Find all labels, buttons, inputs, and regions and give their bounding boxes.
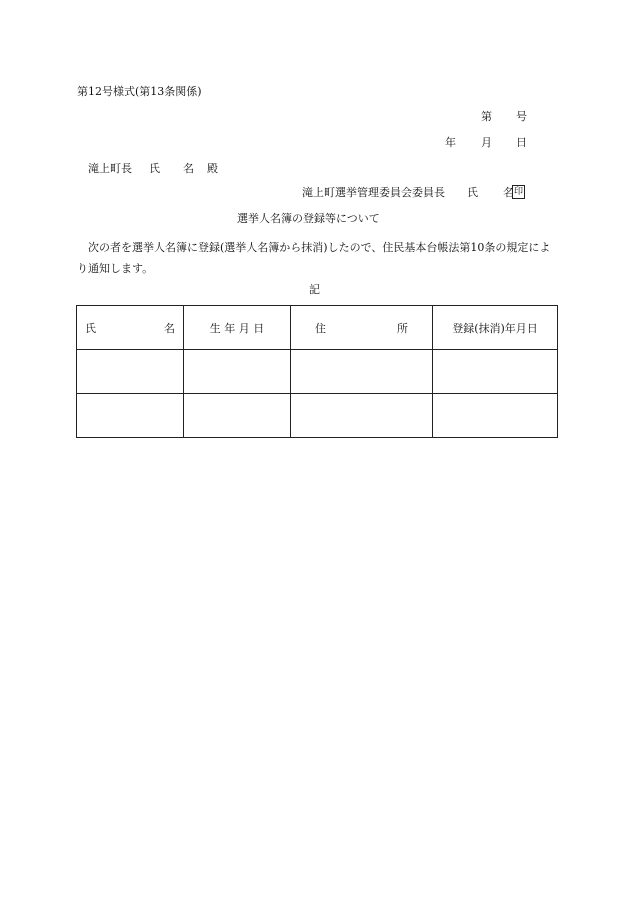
date-day: 日 <box>516 136 527 149</box>
subject-title: 選挙人名簿の登録等について <box>237 212 380 225</box>
table-cell <box>184 350 291 394</box>
header-name-shi: 氏 <box>85 321 96 335</box>
header-address <box>291 306 433 350</box>
table-row <box>77 350 558 394</box>
addressee-title: 滝上町長 <box>88 162 132 175</box>
number-prefix: 第 <box>481 110 492 123</box>
table-cell <box>184 394 291 438</box>
number-suffix: 号 <box>516 110 527 123</box>
header-reg-date: 登録(抹消)年月日 <box>433 306 558 350</box>
sender-org: 滝上町選挙管理委員会委員長 <box>302 186 445 199</box>
addressee-suffix: 殿 <box>207 162 218 175</box>
header-name-mei: 名 <box>164 321 175 335</box>
table-cell <box>291 394 433 438</box>
table-cell <box>77 394 184 438</box>
table-cell <box>433 394 558 438</box>
date-year: 年 <box>445 136 456 149</box>
table-cell <box>433 350 558 394</box>
addressee-mei: 名 <box>183 162 194 175</box>
sender-shi: 氏 <box>467 186 478 199</box>
form-title: 第12号様式(第13条関係) <box>77 85 202 98</box>
table-row <box>77 394 558 438</box>
ki-label: 記 <box>309 283 320 296</box>
body-text: 次の者を選挙人名簿に登録(選挙人名簿から抹消)したので、住民基本台帳法第10条の規定により通知します。 <box>77 241 551 275</box>
seal-mark: 印 <box>512 185 525 199</box>
header-address-ju: 住 <box>315 321 326 335</box>
table-cell <box>77 350 184 394</box>
table-header-row <box>77 306 558 350</box>
header-name <box>77 306 184 350</box>
table-cell <box>291 350 433 394</box>
header-address-sho: 所 <box>397 321 408 335</box>
header-dob: 生 年 月 日 <box>184 306 291 350</box>
addressee-shi: 氏 <box>149 162 160 175</box>
record-table <box>76 305 558 438</box>
date-month: 月 <box>481 136 492 149</box>
sender-mei: 名 <box>503 186 514 199</box>
